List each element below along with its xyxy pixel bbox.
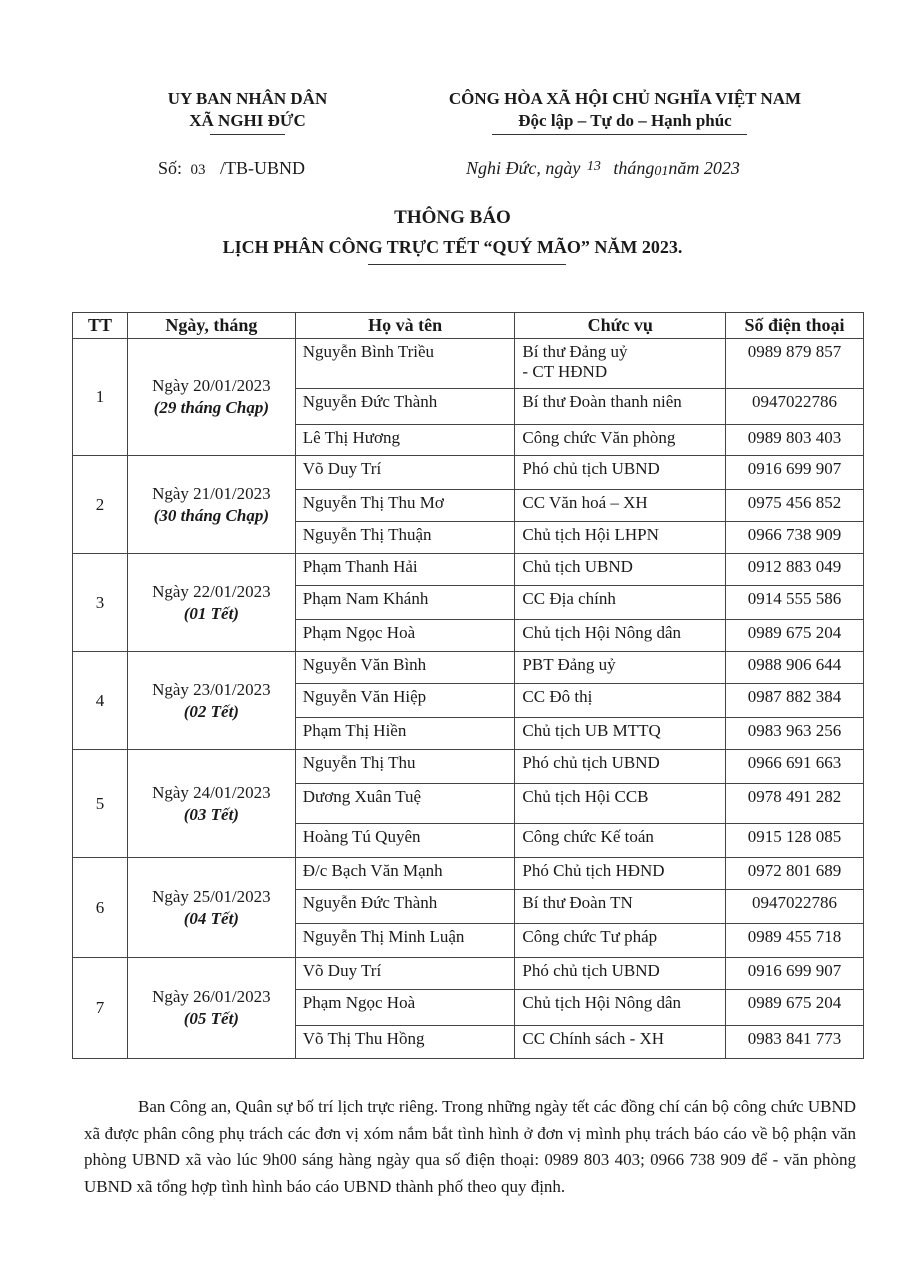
person-phone: 0989 675 204 <box>726 620 864 652</box>
lunar-date: (29 tháng Chạp) <box>153 398 269 417</box>
table-row <box>73 958 864 990</box>
person-name: Nguyễn Văn Hiệp <box>295 684 515 718</box>
person-position: Chủ tịch Hội LHPN <box>515 522 726 554</box>
person-name: Nguyễn Thị Minh Luận <box>295 924 515 958</box>
person-name: Nguyễn Đức Thành <box>295 890 515 924</box>
table-row <box>73 858 864 890</box>
person-position: Chủ tịch Hội Nông dân <box>515 990 726 1026</box>
solar-date: Ngày 23/01/2023 <box>152 679 271 699</box>
header-position: Chức vụ <box>515 313 726 339</box>
person-phone: 0914 555 586 <box>726 586 864 620</box>
person-name: Võ Thị Thu Hồng <box>295 1026 515 1059</box>
group-number: 7 <box>73 958 128 1059</box>
lunar-date: (02 Tết) <box>183 701 239 721</box>
person-phone: 0989 455 718 <box>726 924 864 958</box>
header-phone: Số điện thoại <box>726 313 864 339</box>
group-number: 2 <box>73 456 128 554</box>
person-position: Công chức Văn phòng <box>515 425 726 456</box>
date-month: 01 <box>654 164 669 179</box>
person-name: Nguyễn Đức Thành <box>295 389 515 425</box>
number-code: /TB-UBND <box>220 158 306 178</box>
lunar-date: (01 Tết) <box>183 603 239 623</box>
person-position: CC Chính sách - XH <box>515 1026 726 1059</box>
person-name: Phạm Thanh Hải <box>295 554 515 586</box>
person-position: PBT Đảng uỷ <box>515 652 726 684</box>
solar-date: Ngày 20/01/2023 <box>152 376 271 395</box>
person-phone: 0989 879 857 <box>726 339 864 389</box>
group-date <box>127 958 295 1059</box>
person-position: Chủ tịch UB MTTQ <box>515 718 726 750</box>
person-position: Phó Chủ tịch HĐND <box>515 858 726 890</box>
person-name: Võ Duy Trí <box>295 958 515 990</box>
lunar-date: (04 Tết) <box>183 908 239 928</box>
person-name: Võ Duy Trí <box>295 456 515 490</box>
person-name: Đ/c Bạch Văn Mạnh <box>295 858 515 890</box>
group-date <box>127 339 295 456</box>
position-line: Bí thư Đảng uỷ <box>522 342 628 361</box>
person-phone: 0987 882 384 <box>726 684 864 718</box>
person-position: Phó chủ tịch UBND <box>515 456 726 490</box>
person-position: Chủ tịch Hội CCB <box>515 784 726 824</box>
date-day: 13 <box>586 159 601 174</box>
person-name: Phạm Ngọc Hoà <box>295 620 515 652</box>
person-phone: 0966 738 909 <box>726 522 864 554</box>
table-header-row <box>73 313 864 339</box>
table-row <box>73 750 864 784</box>
commune-name: XÃ NGHI ĐỨC <box>189 111 306 130</box>
person-position: Phó chủ tịch UBND <box>515 750 726 784</box>
nation-name: CÔNG HÒA XÃ HỘI CHỦ NGHĨA VIỆT NAM <box>448 89 802 108</box>
solar-date: Ngày 26/01/2023 <box>152 987 271 1006</box>
table-row <box>73 339 864 389</box>
number-value: 03 <box>190 162 206 178</box>
person-phone: 0983 841 773 <box>726 1026 864 1059</box>
person-position <box>515 339 726 389</box>
person-phone: 0988 906 644 <box>726 652 864 684</box>
person-name: Phạm Thị Hiền <box>295 718 515 750</box>
group-date <box>127 750 295 858</box>
group-number: 4 <box>73 652 128 750</box>
person-phone: 0978 491 282 <box>726 784 864 824</box>
person-position: CC Đô thị <box>515 684 726 718</box>
person-name: Nguyễn Văn Bình <box>295 652 515 684</box>
national-motto <box>405 88 845 132</box>
title-underline <box>368 264 566 265</box>
table-row <box>73 652 864 684</box>
person-phone: 0975 456 852 <box>726 490 864 522</box>
person-phone: 0916 699 907 <box>726 456 864 490</box>
header-date: Ngày, tháng <box>127 313 295 339</box>
lunar-date: (03 Tết) <box>183 804 239 824</box>
person-phone: 0989 675 204 <box>726 990 864 1026</box>
group-date <box>127 456 295 554</box>
document-type: THÔNG BÁO <box>394 207 511 228</box>
duty-schedule-table <box>72 312 864 1059</box>
person-position: CC Văn hoá – XH <box>515 490 726 522</box>
group-date <box>127 554 295 652</box>
date-year: năm 2023 <box>668 158 740 178</box>
person-name: Hoàng Tú Quyên <box>295 824 515 858</box>
person-position: Bí thư Đoàn thanh niên <box>515 389 726 425</box>
authority-underline <box>210 134 285 135</box>
issuing-authority <box>110 88 385 132</box>
table-row <box>73 554 864 586</box>
solar-date: Ngày 21/01/2023 <box>152 483 271 503</box>
person-name: Phạm Ngọc Hoà <box>295 990 515 1026</box>
document-title: LỊCH PHÂN CÔNG TRỰC TẾT “QUÝ MÃO” NĂM 2023. <box>222 237 683 257</box>
person-phone: 0966 691 663 <box>726 750 864 784</box>
document-number <box>158 158 305 179</box>
person-position: Phó chủ tịch UBND <box>515 958 726 990</box>
person-name: Nguyễn Bình Triều <box>295 339 515 389</box>
solar-date: Ngày 25/01/2023 <box>152 886 271 906</box>
authority-name: UY BAN NHÂN DÂN <box>167 89 328 108</box>
person-position: CC Địa chính <box>515 586 726 620</box>
person-phone: 0947022786 <box>726 389 864 425</box>
person-position: Công chức Kế toán <box>515 824 726 858</box>
group-number: 1 <box>73 339 128 456</box>
person-name: Phạm Nam Khánh <box>295 586 515 620</box>
position-line: - CT HĐND <box>522 362 608 381</box>
table-row <box>73 456 864 490</box>
date-place: Nghi Đức, ngày <box>466 158 581 178</box>
person-phone: 0916 699 907 <box>726 958 864 990</box>
lunar-date: (05 Tết) <box>183 1009 239 1028</box>
group-date <box>127 652 295 750</box>
group-number: 5 <box>73 750 128 858</box>
person-name: Lê Thị Hương <box>295 425 515 456</box>
solar-date: Ngày 24/01/2023 <box>152 782 271 802</box>
person-name: Nguyễn Thị Thu Mơ <box>295 490 515 522</box>
lunar-date: (30 tháng Chạp) <box>153 505 269 525</box>
person-name: Nguyễn Thị Thu <box>295 750 515 784</box>
header-name: Họ và tên <box>295 313 515 339</box>
person-position: Chủ tịch UBND <box>515 554 726 586</box>
person-phone: 0989 803 403 <box>726 425 864 456</box>
person-phone: 0983 963 256 <box>726 718 864 750</box>
date-month-word: tháng <box>613 158 655 178</box>
person-position: Bí thư Đoàn TN <box>515 890 726 924</box>
person-name: Nguyễn Thị Thuận <box>295 522 515 554</box>
document-date <box>466 158 740 179</box>
closing-note: Ban Công an, Quân sự bố trí lịch trực riêng. Trong những ngày tết các đồng chí cán bộ công chức UBND xã được phân công phụ trách các đơn vị xóm nắm bắt tình hình ở đơn vị mình phụ trách báo cáo về bộ phận văn phòng UBND xã vào lúc 9h00 sáng hàng ngày qua số điện thoại: 0989 803 403; 0966 738 909 để - văn phòng UBND xã tổng hợp tình hình báo cáo UBND thành phố theo quy định. <box>84 1097 856 1196</box>
solar-date: Ngày 22/01/2023 <box>152 581 271 601</box>
person-phone: 0912 883 049 <box>726 554 864 586</box>
group-number: 3 <box>73 554 128 652</box>
person-position: Công chức Tư pháp <box>515 924 726 958</box>
person-position: Chủ tịch Hội Nông dân <box>515 620 726 652</box>
person-name: Dương Xuân Tuệ <box>295 784 515 824</box>
person-phone: 0915 128 085 <box>726 824 864 858</box>
group-date <box>127 858 295 958</box>
person-phone: 0972 801 689 <box>726 858 864 890</box>
header-tt: TT <box>73 313 128 339</box>
person-phone: 0947022786 <box>726 890 864 924</box>
nation-motto: Độc lập – Tự do – Hạnh phúc <box>518 111 732 130</box>
motto-underline <box>492 134 747 135</box>
number-prefix: Số: <box>158 158 183 178</box>
group-number: 6 <box>73 858 128 958</box>
